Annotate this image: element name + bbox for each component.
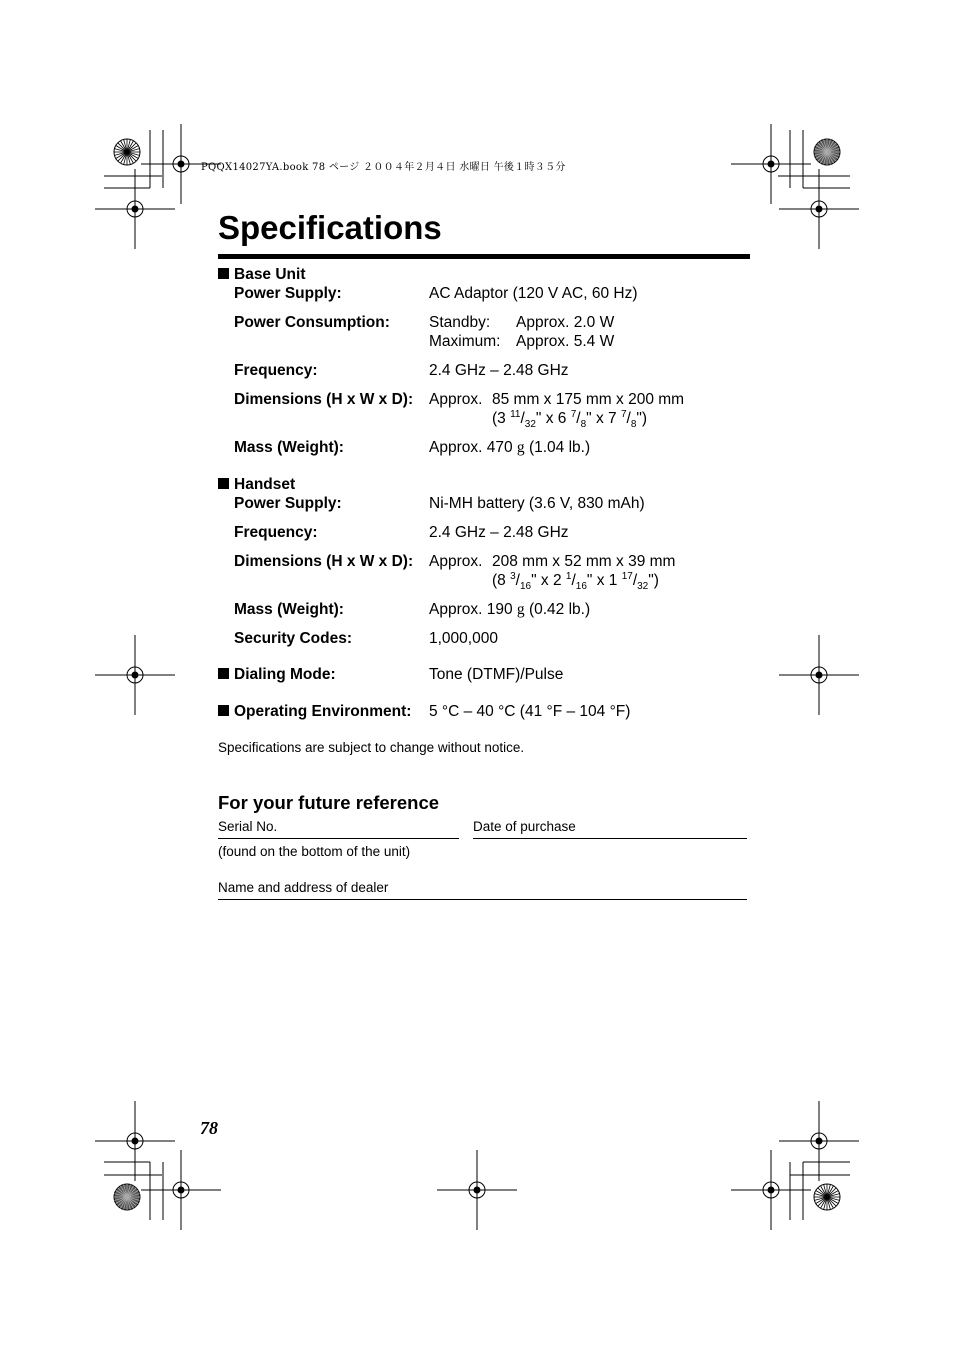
base-dimensions-label: Dimensions (H x W x D): bbox=[234, 391, 414, 408]
crosshair-mark bbox=[779, 635, 859, 715]
crosshair-mark bbox=[731, 1150, 811, 1230]
operating-environment-label: Operating Environment: bbox=[218, 702, 411, 721]
color-rosette-mark bbox=[114, 1184, 140, 1210]
handset-power-supply-label: Power Supply: bbox=[234, 495, 342, 512]
future-reference-title: For your future reference bbox=[218, 792, 440, 813]
base-dimensions-metric: 85 mm x 175 mm x 200 mm bbox=[492, 391, 685, 408]
standby-value: Approx. 2.0 W bbox=[516, 314, 615, 331]
square-bullet-icon bbox=[218, 705, 229, 716]
crosshair-mark bbox=[779, 1101, 859, 1181]
page-title: Specifications bbox=[218, 209, 442, 246]
handset-power-supply-value: Ni-MH battery (3.6 V, 830 mAh) bbox=[429, 495, 645, 512]
handset-frequency-label: Frequency: bbox=[234, 524, 318, 541]
base-power-supply-label: Power Supply: bbox=[234, 285, 342, 302]
date-of-purchase-line bbox=[473, 838, 747, 839]
standby-label: Standby: bbox=[429, 314, 491, 331]
crosshair-mark bbox=[731, 124, 811, 204]
base-dimensions-approx: Approx. bbox=[429, 391, 483, 408]
base-unit-heading: Base Unit bbox=[218, 265, 306, 284]
base-frequency-label: Frequency: bbox=[234, 362, 318, 379]
operating-environment-value: 5 °C – 40 °C (41 °F – 104 °F) bbox=[429, 703, 631, 720]
handset-heading: Handset bbox=[218, 475, 295, 494]
security-codes-label: Security Codes: bbox=[234, 630, 353, 647]
color-rosette-mark bbox=[814, 1184, 840, 1210]
security-codes-value: 1,000,000 bbox=[429, 630, 498, 647]
serial-number-label: Serial No. bbox=[218, 819, 278, 834]
handset-mass-label: Mass (Weight): bbox=[234, 601, 344, 618]
square-bullet-icon bbox=[218, 668, 229, 679]
color-rosette-mark bbox=[114, 139, 140, 165]
color-rosette-mark bbox=[814, 139, 840, 165]
base-mass-label: Mass (Weight): bbox=[234, 439, 344, 456]
serial-number-line bbox=[218, 838, 459, 839]
dialing-mode-label: Dialing Mode: bbox=[218, 665, 336, 684]
change-notice: Specifications are subject to change without notice. bbox=[218, 740, 525, 755]
date-of-purchase-label: Date of purchase bbox=[473, 819, 576, 834]
dealer-line bbox=[218, 899, 747, 900]
title-rule bbox=[218, 254, 750, 259]
maximum-label: Maximum: bbox=[429, 333, 501, 350]
crosshair-mark bbox=[437, 1150, 517, 1230]
square-bullet-icon bbox=[218, 478, 229, 489]
dialing-mode-value: Tone (DTMF)/Pulse bbox=[429, 666, 564, 683]
serial-number-note: (found on the bottom of the unit) bbox=[218, 844, 411, 859]
square-bullet-icon bbox=[218, 268, 229, 279]
page-number: 78 bbox=[200, 1118, 218, 1138]
handset-dimensions-approx: Approx. bbox=[429, 553, 483, 570]
base-frequency-value: 2.4 GHz – 2.48 GHz bbox=[429, 362, 569, 379]
handset-frequency-value: 2.4 GHz – 2.48 GHz bbox=[429, 524, 569, 541]
crosshair-mark bbox=[141, 1150, 221, 1230]
crosshair-mark bbox=[779, 169, 859, 249]
dealer-label: Name and address of dealer bbox=[218, 880, 389, 895]
base-power-supply-value: AC Adaptor (120 V AC, 60 Hz) bbox=[429, 285, 638, 302]
crosshair-mark bbox=[95, 635, 175, 715]
handset-dimensions-label: Dimensions (H x W x D): bbox=[234, 553, 414, 570]
base-dimensions-imperial: (3 $^{11}/_{32}$" x 6 $^7/_8$" x 7 $^7/_8$") bbox=[492, 408, 648, 431]
handset-dimensions-metric: 208 mm x 52 mm x 39 mm bbox=[492, 553, 676, 570]
handset-dimensions-imperial: (8 $^3/_{16}$" x 2 $^1/_{16}$" x 1 $^{17}/_{32}$") bbox=[492, 570, 659, 593]
base-mass-value: Approx. 470 g (1.04 lb.) bbox=[429, 439, 591, 456]
print-header: PQQX14027YA.book 78 ページ ２００４年２月４日 水曜日 午後１時３５分 bbox=[201, 162, 566, 173]
handset-mass-value: Approx. 190 g (0.42 lb.) bbox=[429, 601, 591, 618]
maximum-value: Approx. 5.4 W bbox=[516, 333, 615, 350]
base-power-consumption-label: Power Consumption: bbox=[234, 314, 390, 331]
